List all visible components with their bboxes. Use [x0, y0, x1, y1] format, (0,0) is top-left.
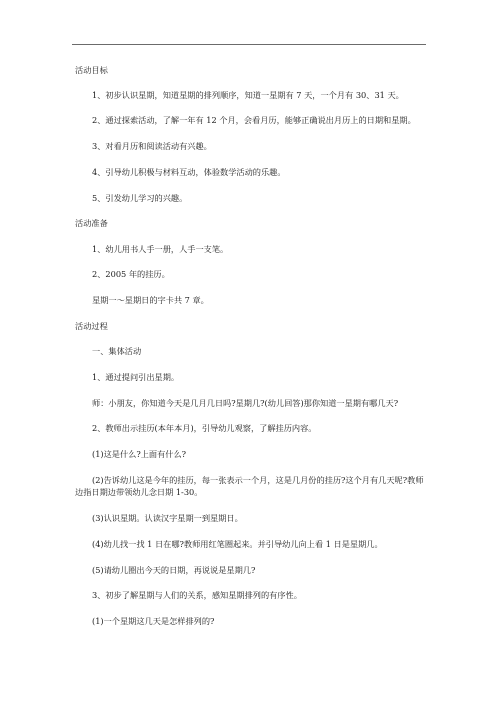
section-heading-process: 活动过程: [75, 321, 108, 331]
prep-item-3: 星期一～星期日的字卡共 7 章。: [92, 295, 209, 305]
process-item-4: 2、教师出示挂历(本年本月)，引导幼儿观察，了解挂历内容。: [92, 423, 317, 433]
goal-item-2: 2、通过探索活动，了解一年有 12 个月，会看月历，能够正确说出月历上的日期和星期。: [92, 115, 416, 125]
process-item-10: 3、初步了解星期与人们的关系，感知星期排列的有序性。: [92, 590, 302, 600]
process-item-7: (3)认识星期。认读汉字星期一到星期日。: [92, 513, 243, 523]
goal-item-4: 4、引导幼儿积极与材料互动，体验数学活动的乐趣。: [92, 167, 286, 177]
process-item-3: 师：小朋友，你知道今天是几月几日吗?星期几?(幼儿回答)那你知道一星期有哪几天?: [92, 398, 399, 408]
section-heading-preparation: 活动准备: [75, 218, 108, 228]
process-item-8: (4)幼儿找一找 1 日在哪?教师用红笔圈起来。并引导幼儿向上看 1 日是星期几。: [92, 539, 383, 549]
prep-item-1: 1、幼儿用书人手一册，人手一支笔。: [92, 244, 229, 254]
goal-item-1: 1、初步认识星期，知道星期的排列顺序，知道一星期有 7 天，一个月有 30、31 天。: [92, 90, 404, 100]
section-heading-goals: 活动目标: [75, 65, 108, 75]
process-item-11: (1)一个星期这几天是怎样排列的?: [92, 616, 215, 626]
process-item-5: (1)这是什么?上面有什么?: [92, 449, 187, 459]
process-item-1: 一、集体活动: [92, 346, 142, 356]
goal-item-3: 3、对看月历和阅读活动有兴趣。: [92, 141, 212, 151]
process-item-6: (2)告诉幼儿这是今年的挂历，每一张表示一个月，这是几月份的挂历?这个月有几天呢?教师边指日期边带领幼儿念日期 1-30。: [75, 475, 424, 497]
process-item-2: 1、通过提问引出星期。: [92, 372, 180, 382]
prep-item-2: 2、2005 年的挂历。: [92, 269, 170, 279]
goal-item-5: 5、引发幼儿学习的兴趣。: [92, 193, 188, 203]
process-item-9: (5)请幼儿圈出今天的日期，再说说是星期几?: [92, 565, 256, 575]
